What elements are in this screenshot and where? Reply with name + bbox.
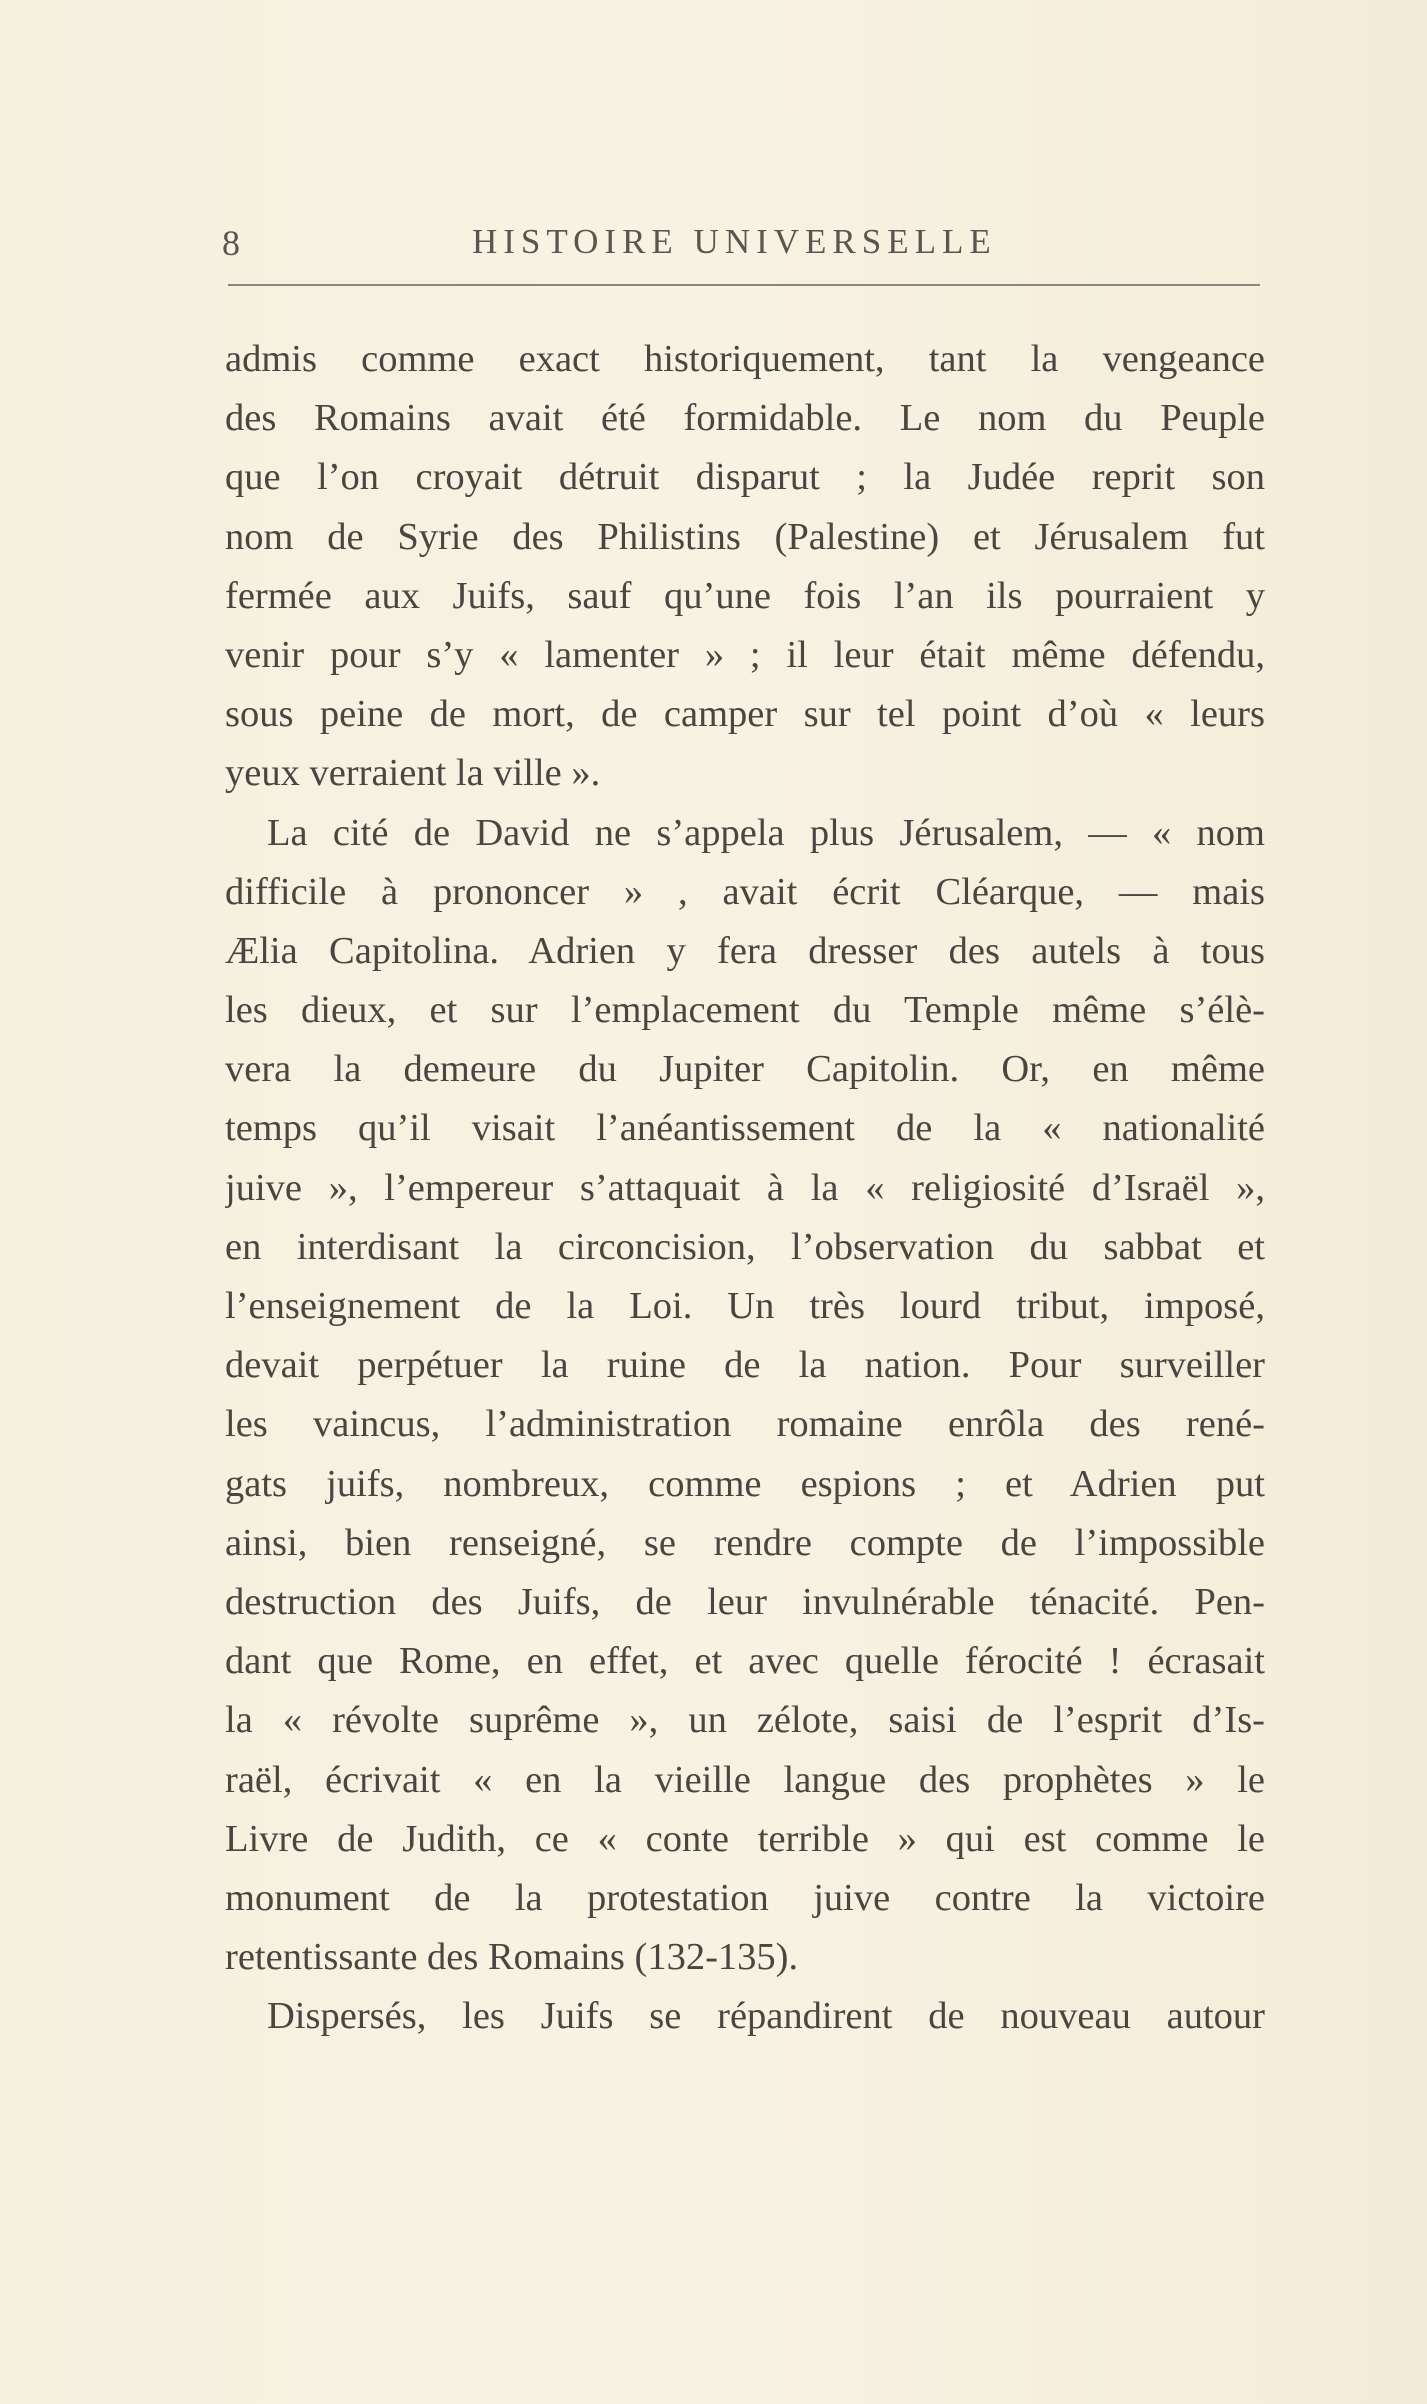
text-line: devait perpétuer la ruine de la nation. Pour surveiller [225, 1344, 1265, 1387]
text-line: les vaincus, l’administration romaine enrôla des rené- [225, 1403, 1265, 1446]
text-line: que l’on croyait détruit disparut ; la Judée reprit son [225, 456, 1265, 499]
paragraph-end-line: retentissante des Romains (132-135). [225, 1936, 799, 1979]
page-header [222, 222, 1262, 272]
paragraph-start-line: Dispersés, les Juifs se répandirent de nouveau autour [267, 1995, 1265, 2038]
text-line: nom de Syrie des Philistins (Palestine) et Jérusalem fut [225, 515, 1265, 558]
text-line: fermée aux Juifs, sauf qu’une fois l’an ils pourraient y [225, 574, 1265, 617]
text-line: l’enseignement de la Loi. Un très lourd tribut, imposé, [225, 1285, 1265, 1327]
text-line: vera la demeure du Jupiter Capitolin. Or, en même [225, 1048, 1265, 1091]
header-rule [228, 284, 1260, 286]
text-line: des Romains avait été formidable. Le nom du Peuple [225, 397, 1265, 440]
text-line: les dieux, et sur l’emplacement du Temple même s’élè- [225, 989, 1265, 1032]
text-line: temps qu’il visait l’anéantissement de la « nationalité [225, 1107, 1265, 1150]
text-line: la « révolte suprême », un zélote, saisi de l’esprit d’Is- [225, 1699, 1265, 1742]
text-line: Livre de Judith, ce « conte terrible » qui est comme le [225, 1817, 1265, 1860]
text-line: sous peine de mort, de camper sur tel point d’où « leurs [225, 693, 1265, 736]
body-text [225, 330, 1265, 2046]
paragraph-end-line: yeux verraient la ville ». [225, 752, 601, 795]
text-line: ainsi, bien renseigné, se rendre compte de l’impossible [225, 1521, 1265, 1564]
text-line: admis comme exact historiquement, tant la vengeance [225, 338, 1265, 380]
running-title: HISTOIRE UNIVERSELLE [472, 222, 997, 261]
text-line: en interdisant la circoncision, l’observation du sabbat et [225, 1225, 1265, 1268]
text-line: gats juifs, nombreux, comme espions ; et Adrien put [225, 1462, 1265, 1505]
text-line: venir pour s’y « lamenter » ; il leur était même défendu, [225, 633, 1265, 676]
text-line: monument de la protestation juive contre la victoire [225, 1876, 1265, 1919]
text-line: Ælia Capitolina. Adrien y fera dresser des autels à tous [225, 929, 1265, 972]
page-number: 8 [222, 223, 240, 263]
text-line: difficile à prononcer » , avait écrit Cléarque, — mais [225, 870, 1265, 913]
text-line: dant que Rome, en effet, et avec quelle férocité ! écrasait [225, 1640, 1265, 1683]
text-line: raël, écrivait « en la vieille langue des prophètes » le [225, 1758, 1265, 1801]
paragraph-start-line: La cité de David ne s’appela plus Jérusalem, — « nom [267, 811, 1265, 854]
text-line: juive », l’empereur s’attaquait à la « religiosité d’Israël », [225, 1166, 1265, 1209]
text-line: destruction des Juifs, de leur invulnérable ténacité. Pen- [225, 1580, 1265, 1623]
